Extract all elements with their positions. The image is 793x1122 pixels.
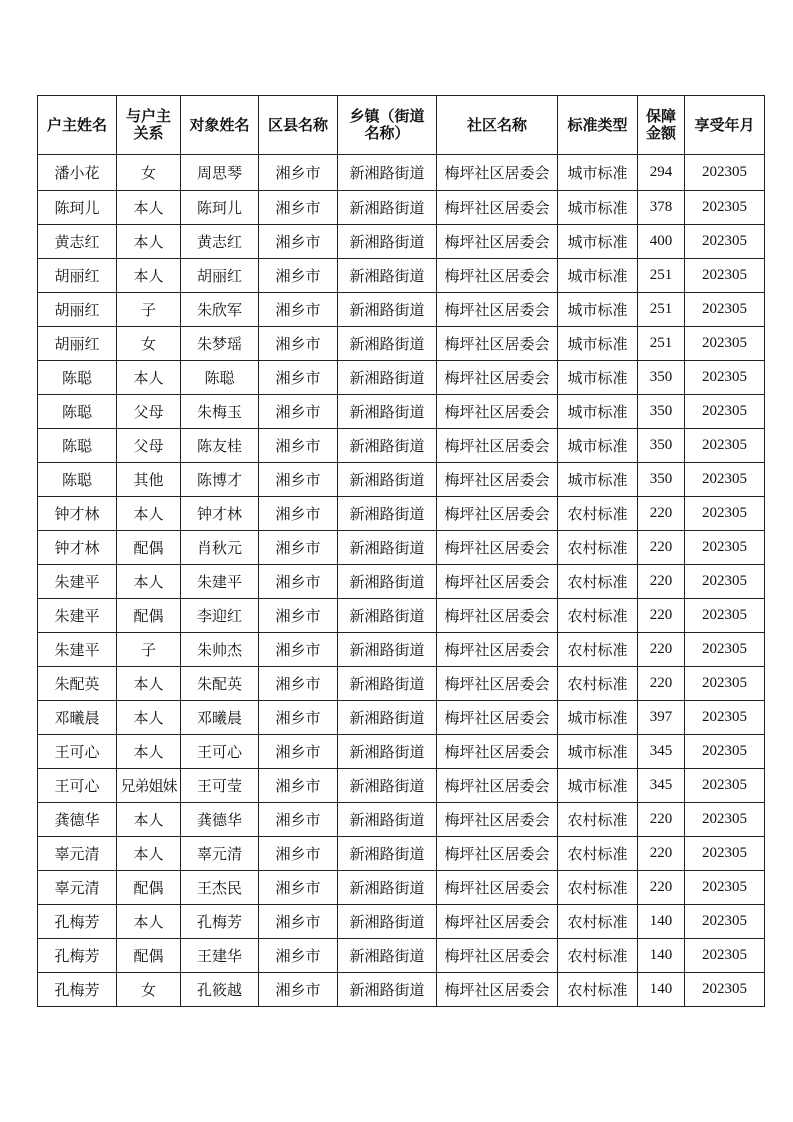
household-head-cell: 黄志红 xyxy=(38,225,117,259)
amount-cell: 350 xyxy=(638,429,685,463)
month-cell: 202305 xyxy=(685,565,765,599)
table-row xyxy=(38,497,765,531)
table-row xyxy=(38,871,765,905)
amount-cell: 378 xyxy=(638,191,685,225)
community-cell: 梅坪社区居委会 xyxy=(437,497,558,531)
month-cell: 202305 xyxy=(685,225,765,259)
standard-type-cell: 农村标准 xyxy=(558,837,638,871)
recipient-name-cell: 王杰民 xyxy=(181,871,259,905)
table-row xyxy=(38,531,765,565)
relation-cell: 女 xyxy=(117,973,181,1007)
amount-cell: 140 xyxy=(638,905,685,939)
household-head-cell: 王可心 xyxy=(38,769,117,803)
township-cell: 新湘路街道 xyxy=(338,531,437,565)
month-cell: 202305 xyxy=(685,395,765,429)
township-cell: 新湘路街道 xyxy=(338,803,437,837)
county-cell: 湘乡市 xyxy=(259,259,338,293)
recipient-name-cell: 朱建平 xyxy=(181,565,259,599)
recipient-name-cell: 王可心 xyxy=(181,735,259,769)
standard-type-cell: 农村标准 xyxy=(558,565,638,599)
standard-type-cell: 城市标准 xyxy=(558,259,638,293)
month-cell: 202305 xyxy=(685,871,765,905)
table-row xyxy=(38,769,765,803)
community-cell: 梅坪社区居委会 xyxy=(437,395,558,429)
county-cell: 湘乡市 xyxy=(259,565,338,599)
county-cell: 湘乡市 xyxy=(259,531,338,565)
county-cell: 湘乡市 xyxy=(259,361,338,395)
township-cell: 新湘路街道 xyxy=(338,327,437,361)
county-cell: 湘乡市 xyxy=(259,701,338,735)
month-cell: 202305 xyxy=(685,463,765,497)
month-cell: 202305 xyxy=(685,769,765,803)
table-row xyxy=(38,633,765,667)
table-row xyxy=(38,701,765,735)
household-head-cell: 王可心 xyxy=(38,735,117,769)
household-head-cell: 朱建平 xyxy=(38,633,117,667)
relation-cell: 本人 xyxy=(117,837,181,871)
table-row xyxy=(38,973,765,1007)
township-cell: 新湘路街道 xyxy=(338,497,437,531)
month-cell: 202305 xyxy=(685,735,765,769)
household-head-cell: 陈聪 xyxy=(38,361,117,395)
county-cell: 湘乡市 xyxy=(259,871,338,905)
table-row xyxy=(38,191,765,225)
header-recipient-name: 对象姓名 xyxy=(181,96,259,155)
relation-cell: 本人 xyxy=(117,565,181,599)
amount-cell: 220 xyxy=(638,565,685,599)
household-head-cell: 胡丽红 xyxy=(38,327,117,361)
amount-cell: 251 xyxy=(638,327,685,361)
township-cell: 新湘路街道 xyxy=(338,939,437,973)
relation-cell: 女 xyxy=(117,327,181,361)
relation-cell: 配偶 xyxy=(117,871,181,905)
township-cell: 新湘路街道 xyxy=(338,293,437,327)
relation-cell: 配偶 xyxy=(117,599,181,633)
month-cell: 202305 xyxy=(685,599,765,633)
community-cell: 梅坪社区居委会 xyxy=(437,803,558,837)
relation-cell: 本人 xyxy=(117,735,181,769)
header-amount: 保障 金额 xyxy=(638,96,685,155)
recipient-name-cell: 周思琴 xyxy=(181,155,259,191)
community-cell: 梅坪社区居委会 xyxy=(437,599,558,633)
recipient-name-cell: 孔梅芳 xyxy=(181,905,259,939)
household-head-cell: 钟才林 xyxy=(38,531,117,565)
recipient-name-cell: 朱梅玉 xyxy=(181,395,259,429)
month-cell: 202305 xyxy=(685,429,765,463)
county-cell: 湘乡市 xyxy=(259,225,338,259)
amount-cell: 345 xyxy=(638,769,685,803)
township-cell: 新湘路街道 xyxy=(338,905,437,939)
township-cell: 新湘路街道 xyxy=(338,225,437,259)
relation-cell: 子 xyxy=(117,293,181,327)
community-cell: 梅坪社区居委会 xyxy=(437,191,558,225)
household-head-cell: 潘小花 xyxy=(38,155,117,191)
standard-type-cell: 城市标准 xyxy=(558,155,638,191)
community-cell: 梅坪社区居委会 xyxy=(437,939,558,973)
county-cell: 湘乡市 xyxy=(259,803,338,837)
month-cell: 202305 xyxy=(685,531,765,565)
header-month: 享受年月 xyxy=(685,96,765,155)
standard-type-cell: 城市标准 xyxy=(558,293,638,327)
table-row xyxy=(38,429,765,463)
household-head-cell: 陈珂儿 xyxy=(38,191,117,225)
county-cell: 湘乡市 xyxy=(259,395,338,429)
recipient-name-cell: 朱帅杰 xyxy=(181,633,259,667)
relation-cell: 本人 xyxy=(117,259,181,293)
community-cell: 梅坪社区居委会 xyxy=(437,429,558,463)
community-cell: 梅坪社区居委会 xyxy=(437,293,558,327)
recipient-name-cell: 朱梦瑶 xyxy=(181,327,259,361)
standard-type-cell: 农村标准 xyxy=(558,599,638,633)
household-head-cell: 辜元清 xyxy=(38,871,117,905)
county-cell: 湘乡市 xyxy=(259,497,338,531)
table-row xyxy=(38,259,765,293)
county-cell: 湘乡市 xyxy=(259,463,338,497)
household-head-cell: 陈聪 xyxy=(38,463,117,497)
community-cell: 梅坪社区居委会 xyxy=(437,701,558,735)
household-head-cell: 钟才林 xyxy=(38,497,117,531)
township-cell: 新湘路街道 xyxy=(338,361,437,395)
table-row xyxy=(38,735,765,769)
township-cell: 新湘路街道 xyxy=(338,735,437,769)
household-head-cell: 朱建平 xyxy=(38,599,117,633)
county-cell: 湘乡市 xyxy=(259,939,338,973)
recipient-name-cell: 陈友桂 xyxy=(181,429,259,463)
month-cell: 202305 xyxy=(685,293,765,327)
county-cell: 湘乡市 xyxy=(259,327,338,361)
township-cell: 新湘路街道 xyxy=(338,973,437,1007)
township-cell: 新湘路街道 xyxy=(338,395,437,429)
standard-type-cell: 城市标准 xyxy=(558,429,638,463)
relation-cell: 女 xyxy=(117,155,181,191)
community-cell: 梅坪社区居委会 xyxy=(437,225,558,259)
community-cell: 梅坪社区居委会 xyxy=(437,327,558,361)
amount-cell: 220 xyxy=(638,667,685,701)
relation-cell: 本人 xyxy=(117,361,181,395)
table-row xyxy=(38,395,765,429)
county-cell: 湘乡市 xyxy=(259,293,338,327)
county-cell: 湘乡市 xyxy=(259,155,338,191)
amount-cell: 251 xyxy=(638,259,685,293)
standard-type-cell: 城市标准 xyxy=(558,735,638,769)
table-row xyxy=(38,803,765,837)
township-cell: 新湘路街道 xyxy=(338,701,437,735)
county-cell: 湘乡市 xyxy=(259,191,338,225)
household-head-cell: 孔梅芳 xyxy=(38,939,117,973)
month-cell: 202305 xyxy=(685,259,765,293)
month-cell: 202305 xyxy=(685,905,765,939)
standard-type-cell: 农村标准 xyxy=(558,531,638,565)
month-cell: 202305 xyxy=(685,327,765,361)
household-head-cell: 陈聪 xyxy=(38,395,117,429)
roster-body xyxy=(38,155,765,1007)
relation-cell: 本人 xyxy=(117,191,181,225)
standard-type-cell: 城市标准 xyxy=(558,701,638,735)
household-head-cell: 孔梅芳 xyxy=(38,973,117,1007)
standard-type-cell: 农村标准 xyxy=(558,803,638,837)
month-cell: 202305 xyxy=(685,803,765,837)
county-cell: 湘乡市 xyxy=(259,667,338,701)
recipient-name-cell: 陈聪 xyxy=(181,361,259,395)
community-cell: 梅坪社区居委会 xyxy=(437,361,558,395)
standard-type-cell: 城市标准 xyxy=(558,225,638,259)
relation-cell: 本人 xyxy=(117,225,181,259)
amount-cell: 140 xyxy=(638,939,685,973)
recipient-name-cell: 邓曦晨 xyxy=(181,701,259,735)
amount-cell: 220 xyxy=(638,837,685,871)
township-cell: 新湘路街道 xyxy=(338,599,437,633)
assistance-roster-table xyxy=(37,95,765,1007)
relation-cell: 配偶 xyxy=(117,531,181,565)
amount-cell: 350 xyxy=(638,395,685,429)
header-row xyxy=(38,96,765,155)
table-row xyxy=(38,599,765,633)
amount-cell: 251 xyxy=(638,293,685,327)
township-cell: 新湘路街道 xyxy=(338,565,437,599)
amount-cell: 220 xyxy=(638,531,685,565)
township-cell: 新湘路街道 xyxy=(338,191,437,225)
standard-type-cell: 城市标准 xyxy=(558,361,638,395)
county-cell: 湘乡市 xyxy=(259,973,338,1007)
county-cell: 湘乡市 xyxy=(259,905,338,939)
community-cell: 梅坪社区居委会 xyxy=(437,769,558,803)
township-cell: 新湘路街道 xyxy=(338,769,437,803)
standard-type-cell: 农村标准 xyxy=(558,973,638,1007)
township-cell: 新湘路街道 xyxy=(338,837,437,871)
community-cell: 梅坪社区居委会 xyxy=(437,565,558,599)
household-head-cell: 朱配英 xyxy=(38,667,117,701)
household-head-cell: 辜元清 xyxy=(38,837,117,871)
recipient-name-cell: 龚德华 xyxy=(181,803,259,837)
month-cell: 202305 xyxy=(685,701,765,735)
community-cell: 梅坪社区居委会 xyxy=(437,259,558,293)
recipient-name-cell: 孔筱越 xyxy=(181,973,259,1007)
township-cell: 新湘路街道 xyxy=(338,155,437,191)
county-cell: 湘乡市 xyxy=(259,735,338,769)
month-cell: 202305 xyxy=(685,191,765,225)
standard-type-cell: 城市标准 xyxy=(558,395,638,429)
amount-cell: 400 xyxy=(638,225,685,259)
amount-cell: 220 xyxy=(638,599,685,633)
amount-cell: 294 xyxy=(638,155,685,191)
header-community: 社区名称 xyxy=(437,96,558,155)
amount-cell: 220 xyxy=(638,803,685,837)
standard-type-cell: 城市标准 xyxy=(558,327,638,361)
relation-cell: 本人 xyxy=(117,497,181,531)
recipient-name-cell: 李迎红 xyxy=(181,599,259,633)
amount-cell: 140 xyxy=(638,973,685,1007)
community-cell: 梅坪社区居委会 xyxy=(437,155,558,191)
county-cell: 湘乡市 xyxy=(259,599,338,633)
amount-cell: 345 xyxy=(638,735,685,769)
table-row xyxy=(38,905,765,939)
township-cell: 新湘路街道 xyxy=(338,259,437,293)
relation-cell: 本人 xyxy=(117,701,181,735)
month-cell: 202305 xyxy=(685,361,765,395)
township-cell: 新湘路街道 xyxy=(338,429,437,463)
amount-cell: 397 xyxy=(638,701,685,735)
header-township: 乡镇（街道 名称） xyxy=(338,96,437,155)
table-row xyxy=(38,293,765,327)
relation-cell: 本人 xyxy=(117,905,181,939)
recipient-name-cell: 朱配英 xyxy=(181,667,259,701)
recipient-name-cell: 朱欣军 xyxy=(181,293,259,327)
community-cell: 梅坪社区居委会 xyxy=(437,633,558,667)
header-household-head: 户主姓名 xyxy=(38,96,117,155)
month-cell: 202305 xyxy=(685,973,765,1007)
table-row xyxy=(38,667,765,701)
community-cell: 梅坪社区居委会 xyxy=(437,735,558,769)
community-cell: 梅坪社区居委会 xyxy=(437,531,558,565)
month-cell: 202305 xyxy=(685,667,765,701)
recipient-name-cell: 王可莹 xyxy=(181,769,259,803)
amount-cell: 220 xyxy=(638,871,685,905)
township-cell: 新湘路街道 xyxy=(338,667,437,701)
relation-cell: 子 xyxy=(117,633,181,667)
standard-type-cell: 农村标准 xyxy=(558,667,638,701)
standard-type-cell: 城市标准 xyxy=(558,191,638,225)
header-standard-type: 标准类型 xyxy=(558,96,638,155)
month-cell: 202305 xyxy=(685,155,765,191)
community-cell: 梅坪社区居委会 xyxy=(437,973,558,1007)
relation-cell: 父母 xyxy=(117,395,181,429)
header-relation: 与户主 关系 xyxy=(117,96,181,155)
recipient-name-cell: 肖秋元 xyxy=(181,531,259,565)
recipient-name-cell: 王建华 xyxy=(181,939,259,973)
amount-cell: 350 xyxy=(638,463,685,497)
month-cell: 202305 xyxy=(685,497,765,531)
relation-cell: 本人 xyxy=(117,803,181,837)
standard-type-cell: 农村标准 xyxy=(558,939,638,973)
standard-type-cell: 农村标准 xyxy=(558,497,638,531)
household-head-cell: 龚德华 xyxy=(38,803,117,837)
relation-cell: 父母 xyxy=(117,429,181,463)
table-row xyxy=(38,155,765,191)
month-cell: 202305 xyxy=(685,939,765,973)
township-cell: 新湘路街道 xyxy=(338,633,437,667)
community-cell: 梅坪社区居委会 xyxy=(437,463,558,497)
month-cell: 202305 xyxy=(685,837,765,871)
table-row xyxy=(38,463,765,497)
household-head-cell: 孔梅芳 xyxy=(38,905,117,939)
header-county: 区县名称 xyxy=(259,96,338,155)
table-row xyxy=(38,361,765,395)
township-cell: 新湘路街道 xyxy=(338,871,437,905)
recipient-name-cell: 陈珂儿 xyxy=(181,191,259,225)
amount-cell: 350 xyxy=(638,361,685,395)
table-row xyxy=(38,939,765,973)
community-cell: 梅坪社区居委会 xyxy=(437,871,558,905)
household-head-cell: 邓曦晨 xyxy=(38,701,117,735)
community-cell: 梅坪社区居委会 xyxy=(437,905,558,939)
community-cell: 梅坪社区居委会 xyxy=(437,837,558,871)
county-cell: 湘乡市 xyxy=(259,633,338,667)
standard-type-cell: 城市标准 xyxy=(558,769,638,803)
amount-cell: 220 xyxy=(638,633,685,667)
table-row xyxy=(38,327,765,361)
household-head-cell: 胡丽红 xyxy=(38,259,117,293)
standard-type-cell: 农村标准 xyxy=(558,871,638,905)
household-head-cell: 朱建平 xyxy=(38,565,117,599)
standard-type-cell: 农村标准 xyxy=(558,633,638,667)
recipient-name-cell: 辜元清 xyxy=(181,837,259,871)
table-row xyxy=(38,837,765,871)
county-cell: 湘乡市 xyxy=(259,429,338,463)
recipient-name-cell: 黄志红 xyxy=(181,225,259,259)
household-head-cell: 陈聪 xyxy=(38,429,117,463)
community-cell: 梅坪社区居委会 xyxy=(437,667,558,701)
township-cell: 新湘路街道 xyxy=(338,463,437,497)
table-row xyxy=(38,225,765,259)
household-head-cell: 胡丽红 xyxy=(38,293,117,327)
relation-cell: 配偶 xyxy=(117,939,181,973)
relation-cell: 其他 xyxy=(117,463,181,497)
recipient-name-cell: 钟才林 xyxy=(181,497,259,531)
recipient-name-cell: 陈博才 xyxy=(181,463,259,497)
county-cell: 湘乡市 xyxy=(259,837,338,871)
relation-cell: 兄弟姐妹 xyxy=(117,769,181,803)
table-row xyxy=(38,565,765,599)
recipient-name-cell: 胡丽红 xyxy=(181,259,259,293)
standard-type-cell: 城市标准 xyxy=(558,463,638,497)
standard-type-cell: 农村标准 xyxy=(558,905,638,939)
county-cell: 湘乡市 xyxy=(259,769,338,803)
month-cell: 202305 xyxy=(685,633,765,667)
relation-cell: 本人 xyxy=(117,667,181,701)
amount-cell: 220 xyxy=(638,497,685,531)
